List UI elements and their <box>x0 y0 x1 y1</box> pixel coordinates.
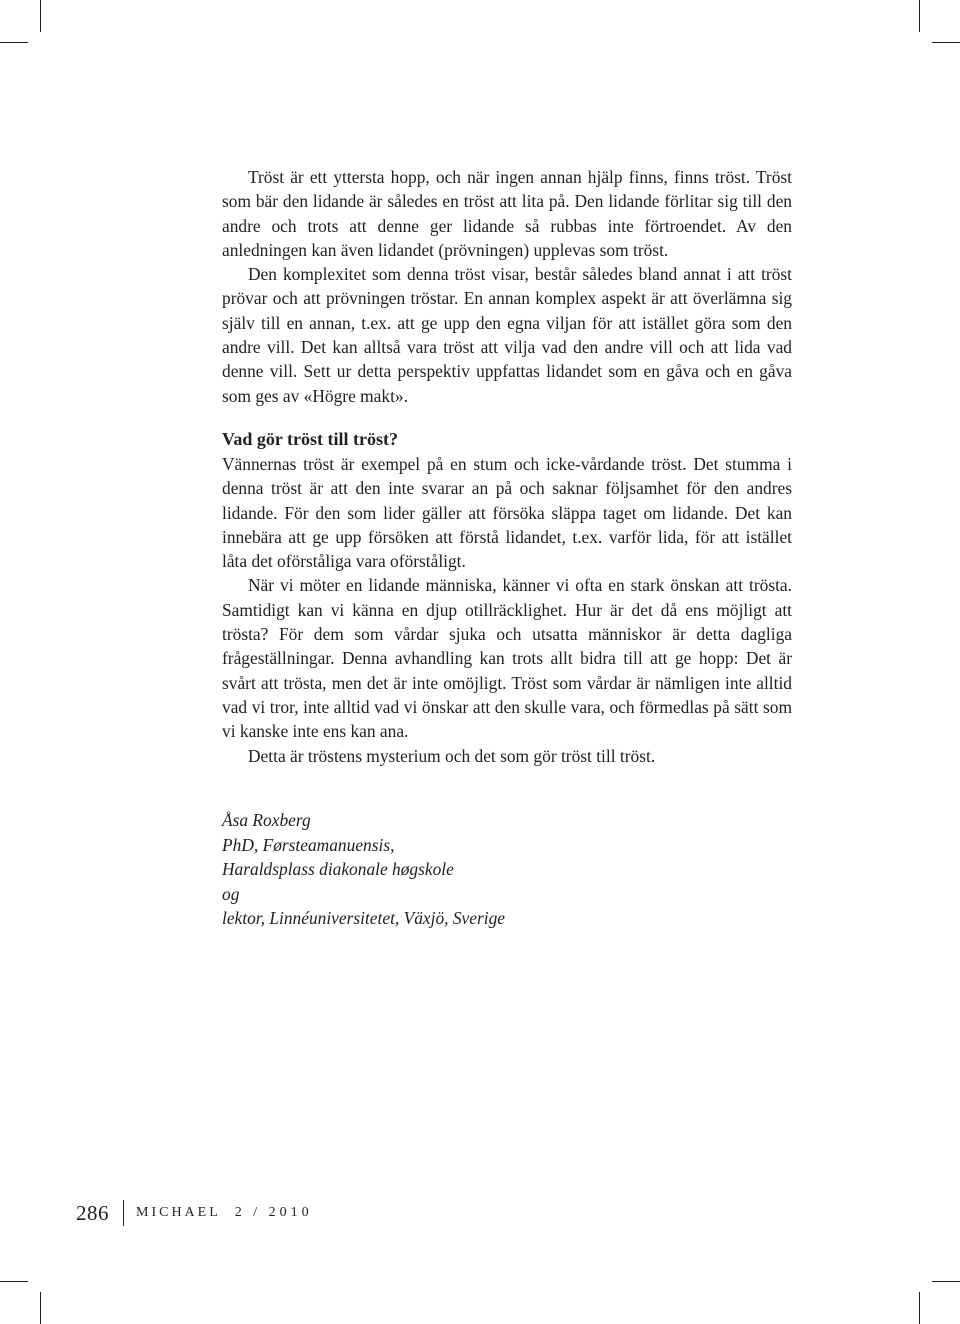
article-body <box>222 165 792 768</box>
crop-mark-bottom-right-vertical <box>919 1292 920 1324</box>
author-institution-1: Haraldsplass diakonale høgskole <box>222 859 454 880</box>
crop-mark-top-right-horizontal <box>932 42 960 43</box>
crop-mark-bottom-left-vertical <box>40 1292 41 1324</box>
journal-issue: 2 / 2010 <box>234 1205 313 1220</box>
section-paragraph-2: När vi möter en lidande människa, känner vi ofta en stark önskan att trösta. Samtidigt kan vi känna en djup otillräcklighet. Hur är det då ens möjligt att trösta? För dem som vårdar sjuka och utsatta människor är detta dagliga frågeställningar. Denna avhandling kan trots allt bidra till att ge hopp: Det är svårt att trösta, men det är inte omöjligt. Tröst som vårdar är nämligen inte alltid vad vi tror, inte alltid vad vi önskar att den skulle vara, och förmedlas på sätt som vi kanske inte ens kan ana. <box>222 575 792 742</box>
author-title: PhD, Førsteamanuensis, <box>222 834 395 855</box>
author-conjunction: og <box>222 883 240 904</box>
crop-mark-top-left-horizontal <box>0 42 28 43</box>
crop-mark-top-right-vertical <box>919 0 920 32</box>
crop-mark-top-left-vertical <box>40 0 41 32</box>
body-paragraph-2: Den komplexitet som denna tröst visar, består således bland annat i att tröst prövar och att prövningen tröstar. En annan komplex aspekt är att överlämna sig själv till en annan, t.ex. att ge upp den egna viljan för att istället göra som den andre vill. Det kan alltså vara tröst att vilja vad den andre vill och att lida vad denne vill. Sett ur detta perspektiv uppfattas lidandet som en gåva och en gåva som ges av «Högre makt». <box>222 264 792 406</box>
crop-mark-bottom-left-horizontal <box>0 1281 28 1282</box>
page-number: 286 <box>76 1200 109 1225</box>
author-signature <box>222 808 505 931</box>
author-name: Åsa Roxberg <box>222 810 311 830</box>
section-heading: Vad gör tröst till tröst? <box>222 428 398 449</box>
page-footer <box>76 1198 313 1228</box>
section-paragraph-3: Detta är tröstens mysterium och det som gör tröst till tröst. <box>248 745 656 766</box>
author-institution-2: lektor, Linnéuniversitetet, Växjö, Sverige <box>222 908 506 929</box>
body-paragraph-1: Tröst är ett yttersta hopp, och när ingen annan hjälp finns, finns tröst. Tröst som bär den lidande är således en tröst att lita på. Den lidande förlitar sig till den andre och trots att denne ger lidande så rubbas inte förtroendet. Av den anledningen kan även lidandet (prövningen) upplevas som tröst. <box>222 167 792 260</box>
crop-mark-bottom-right-horizontal <box>932 1281 960 1282</box>
section-paragraph-1: Vännernas tröst är exempel på en stum och icke-vårdande tröst. Det stumma i denna tröst är att den inte svarar an på och saknar följsamhet för den andres lidande. För den som lider gäller att försöka släppa taget om lidande. Det kan innebära att ge upp försöken att förstå lidandet, t.ex. varför lida, för att istället låta det oförståliga vara oförståligt. <box>222 453 792 572</box>
footer-divider <box>123 1200 124 1226</box>
journal-name: MICHAEL <box>136 1205 221 1220</box>
